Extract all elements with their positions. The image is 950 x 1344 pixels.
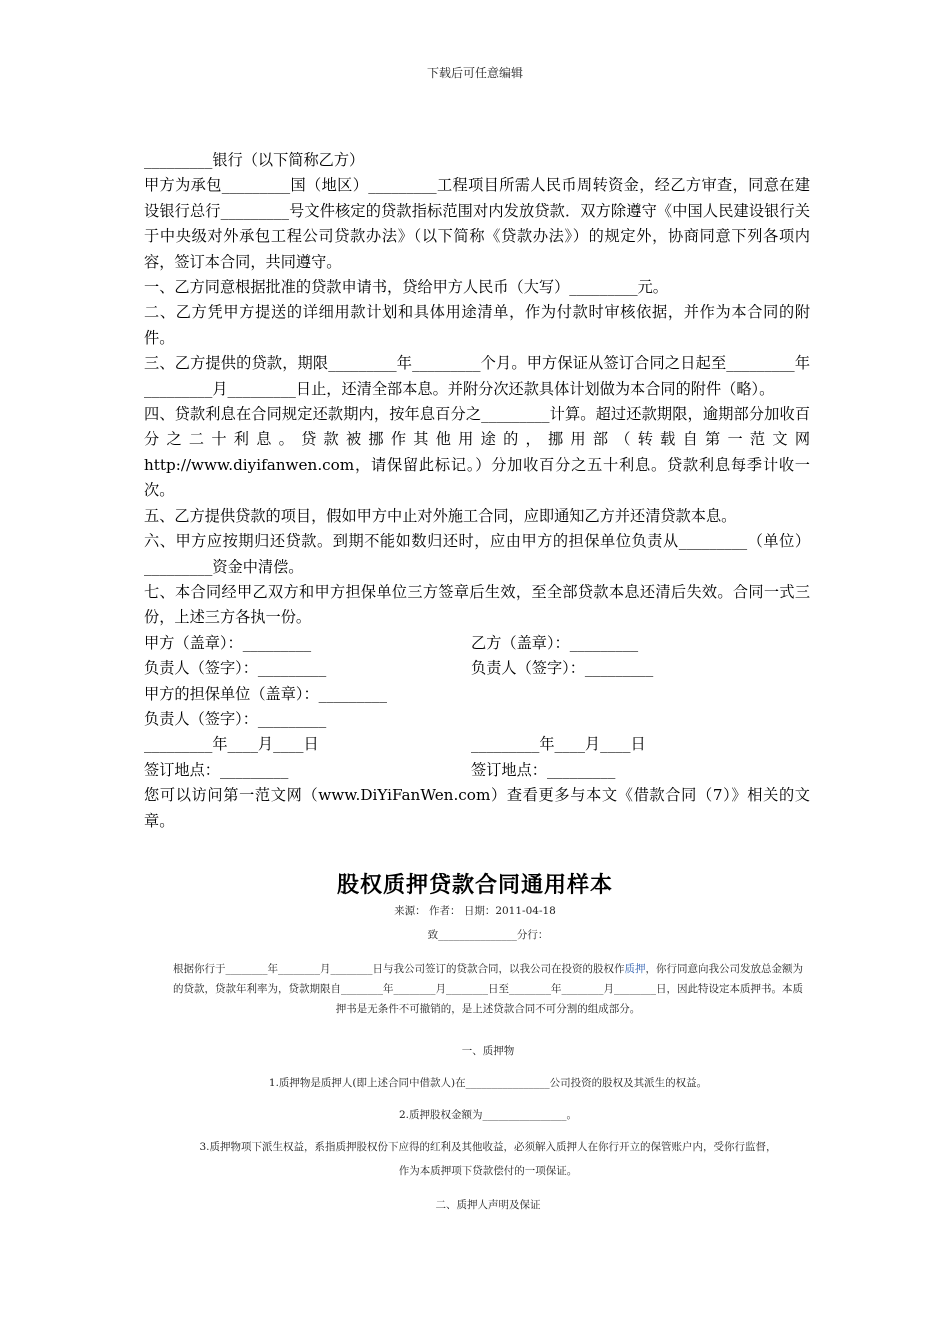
contract-line-bank: _________银行（以下简称乙方）	[144, 151, 365, 169]
signature-row	[144, 656, 810, 681]
signature-left: 甲方的担保单位（盖章）：_________	[144, 684, 387, 703]
signature-row	[144, 631, 810, 656]
pledge-contract-title: 股权质押贷款合同通用样本	[336, 872, 613, 898]
signature-left: 负责人（签字）：_________	[144, 659, 327, 678]
clause-6: 六、甲方应按期归还贷款。到期不能如数归还时，应由甲方的担保单位负责从_________（单位）_________资金中清偿。	[144, 532, 810, 576]
signature-row	[144, 732, 810, 757]
signature-right: 签订地点：_________	[471, 760, 616, 779]
clause-2: 二、乙方凭甲方提送的详细用款计划和具体用途清单，作为付款时审核依据，并作为本合同的附件。	[144, 303, 810, 347]
intro-text-after: ，你行同意向我公司发放总金额为的贷款，贷款年利率为，贷款期限自________年________月________日至________年________月________日，因此特设定本质押书。本质押书是无条件不可撤销的，是上述贷款合同不可分割的组成部分。	[173, 963, 803, 1015]
section-2-text: 二、质押人声明及保证	[435, 1199, 541, 1211]
pledge-item-1	[170, 1073, 806, 1093]
pledge-link[interactable]: 质押	[624, 963, 646, 975]
signature-row	[144, 758, 810, 783]
item-1-text: 1.质押物是质押人(即上述合同中借款人)在________________公司投资的股权及其派生的权益。	[268, 1077, 708, 1089]
section-1-heading	[170, 1041, 806, 1061]
to-line	[170, 925, 806, 945]
clause-3: 三、乙方提供的贷款，期限_________年_________个月。甲方保证从签订合同之日起至_________年_________月_________日止，还清全部本息。并附分次还款具体计划做为本合同的附件（略）。	[144, 354, 810, 398]
signature-row	[144, 682, 810, 707]
clause-5: 五、乙方提供贷款的项目，假如甲方中止对外施工合同，应即通知乙方并还清贷款本息。	[144, 506, 737, 525]
signature-row	[144, 707, 810, 732]
clause-1: 一、乙方同意根据批准的贷款申请书，贷给甲方人民币（大写）_________元。	[144, 278, 668, 297]
loan-contract-body	[144, 148, 810, 834]
signature-left: 甲方（盖章）：_________	[144, 633, 312, 652]
pledge-item-3	[170, 1137, 806, 1181]
to-line-text: 致_______________分行：	[427, 929, 549, 941]
clause-7: 七、本合同经甲乙双方和甲方担保单位三方签章后生效，至全部贷款本息还清后失效。合同一式三份，上述三方各执一份。	[144, 582, 810, 627]
signature-left: 负责人（签字）：_________	[144, 709, 327, 728]
signature-left: 签订地点：_________	[144, 760, 289, 779]
item-2-text: 2.质押股权金额为________________。	[398, 1109, 578, 1121]
footer-note: 您可以访问第一范文网（www.DiYiFanWen.com）查看更多与本文《借款合同（7）》相关的文章。	[144, 786, 810, 830]
signature-right: 乙方（盖章）：_________	[471, 633, 639, 652]
item-3-text-b: 作为本质押项下贷款偿付的一项保证。	[398, 1165, 578, 1177]
intro-text-before: 根据你行于________年________月________日与我公司签订的贷款合同，以我公司在投资的股权作	[173, 963, 625, 975]
header-note: 下载后可任意编辑	[426, 66, 523, 80]
signature-right: _________年____月____日	[471, 735, 646, 754]
article-meta: 来源： 作者： 日期：2011-04-18	[394, 905, 556, 917]
clause-4: 四、贷款利息在合同规定还款期内，按年息百分之_________计算。超过还款期限，逾期部分加收百分之二十利息。贷款被挪作其他用途的，挪用部（转载自第一范文网 http://www.diyifanwen.com，请保留此标记。）分加收百分之五十利息。贷款利息每季计收一次。	[144, 405, 810, 500]
pledge-intro	[170, 959, 806, 1019]
item-3-text-a: 3.质押物项下派生权益，系指质押股权份下应得的红利及其他收益，必须解入质押人在你行开立的保管账户内，受你行监督，	[199, 1141, 777, 1153]
section-2-heading	[170, 1195, 806, 1215]
contract-intro: 甲方为承包_________国（地区）_________工程项目所需人民币周转资金，经乙方审查，同意在建设银行总行_________号文件核定的贷款指标范围对内发放贷款．双方除遵守《中国人民建设银行关于中央级对外承包工程公司贷款办法》（以下简称《贷款办法》）的规定外，协商同意下列各项内容，签订本合同，共同遵守。	[144, 176, 810, 271]
signature-left: _________年____月____日	[144, 735, 319, 754]
signature-right: 负责人（签字）：_________	[471, 659, 654, 678]
section-1-text: 一、质押物	[461, 1045, 515, 1057]
pledge-item-2	[170, 1105, 806, 1125]
